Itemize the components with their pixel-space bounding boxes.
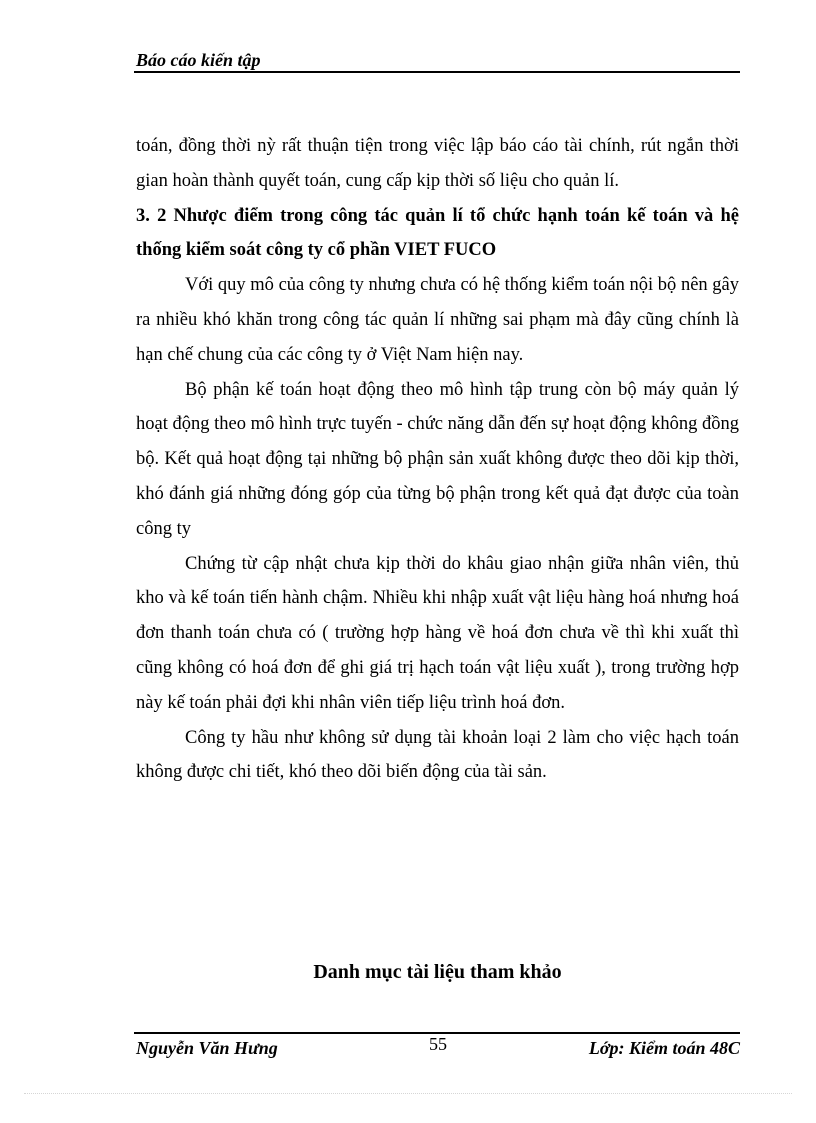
page-body (136, 129, 739, 790)
page-number: 55 (429, 1034, 447, 1054)
body-paragraph-1: Với quy mô của công ty nhưng chưa có hệ thống kiểm toán nội bộ nên gây ra nhiều khó khăn trong công tác quản lí những sai phạm mà đây cũng chính là hạn chế chung của các công ty ở Việt Nam hiện nay. (136, 275, 739, 365)
body-paragraph-2: Bộ phận kế toán hoạt động theo mô hình tập trung còn bộ máy quản lý hoạt động theo mô hình trực tuyến - chức năng dẫn đến sự hoạt động không đồng bộ. Kết quả hoạt động tại những bộ phận sản xuất không được theo dõi kịp thời, khó đánh giá những đóng góp của từng bộ phận trong kết quả đạt được của toàn công ty (136, 379, 739, 539)
page-bottom-dotted-border (24, 1093, 792, 1094)
section-heading: 3. 2 Nhược điểm trong công tác quản lí tổ chức hạnh toán kế toán và hệ thống kiểm soát công ty cổ phần VIET FUCO (136, 205, 739, 261)
body-paragraph-4: Công ty hầu như không sử dụng tài khoản loại 2 làm cho việc hạch toán không được chi tiết, khó theo dõi biến động của tài sản. (136, 727, 739, 783)
header-divider (134, 71, 740, 73)
footer-author: Nguyễn Văn Hưng (136, 1038, 278, 1058)
running-header-title: Báo cáo kiến tập (136, 50, 261, 70)
continued-paragraph: toán, đồng thời nỳ rất thuận tiện trong việc lập báo cáo tài chính, rút ngắn thời gian hoàn thành quyết toán, cung cấp kịp thời số liệu cho quản lí. (136, 136, 739, 191)
footer-class-label: Lớp: Kiểm toán 48C (588, 1038, 740, 1058)
references-title: Danh mục tài liệu tham khảo (313, 961, 562, 983)
body-paragraph-3: Chứng từ cập nhật chưa kịp thời do khâu giao nhận giữa nhân viên, thủ kho và kế toán tiến hành chậm. Nhiều khi nhập xuất vật liệu hàng hoá nhưng hoá đơn thanh toán chưa có ( trường hợp hàng về hoá đơn chưa về thì khi xuất thì cũng không có hoá đơn để ghi giá trị hạch toán vật liệu xuất ), trong trường hợp này kế toán phải đợi khi nhân viên tiếp liệu trình hoá đơn. (136, 553, 739, 713)
